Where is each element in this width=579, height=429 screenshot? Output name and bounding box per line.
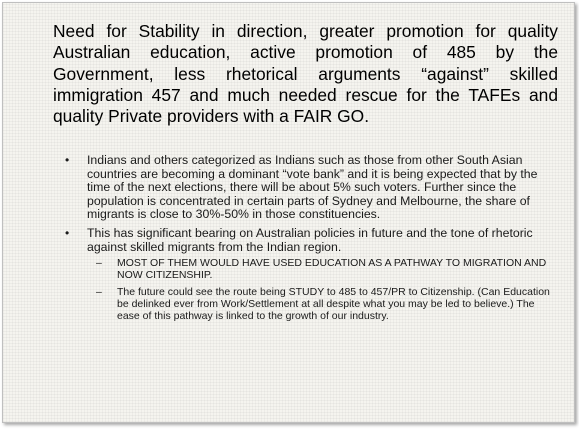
bullet-item-policy-bearing bbox=[65, 227, 559, 322]
sub-bullet-item-route bbox=[96, 286, 559, 323]
bullet-dot-icon: • bbox=[65, 153, 70, 167]
bullet-dot-icon: • bbox=[65, 225, 70, 240]
dash-bullet-icon: – bbox=[96, 257, 102, 270]
sub-bullet-text: MOST OF THEM WOULD HAVE USED EDUCATION AS A PATHWAY TO MIGRATION AND NOW CITIZENSHIP. bbox=[117, 257, 547, 282]
bullet-text: Indians and others categorized as Indians such as those from other South Asian countries are becoming a dominant “vote bank” and it is being expected that by the time of the next elections, there will be about 5% such voters. Further since the population is concentrated in certain parts of Sydney and Melbourne, the share of migrants is close to 30%-50% in those constituencies. bbox=[87, 153, 538, 222]
bullet-list bbox=[65, 154, 559, 327]
presentation-slide bbox=[2, 2, 575, 423]
sub-bullet-text: The future could see the route being STUDY to 485 to 457/PR to Citizenship. (Can Education be delinked ever from Work/Settlement at all despite what you may be led to believe.) The ease of this pathway is linked to the growth of our industry. bbox=[117, 285, 550, 322]
sub-bullet-item-pathway bbox=[96, 257, 559, 281]
sub-bullet-list bbox=[87, 257, 559, 322]
slide-heading: Need for Stability in direction, greater promotion for quality Australian education, active promotion of 485 by the Government, less rhetorical arguments “against” skilled immigration 457 and much needed rescue for the TAFEs and quality Private providers with a FAIR GO. bbox=[53, 21, 558, 127]
dash-bullet-icon: – bbox=[96, 285, 102, 298]
bullet-item-vote-bank bbox=[65, 154, 559, 222]
bullet-text: This has significant bearing on Australian policies in future and the tone of rhetoric against skilled migrants from the Indian region. bbox=[87, 225, 533, 254]
